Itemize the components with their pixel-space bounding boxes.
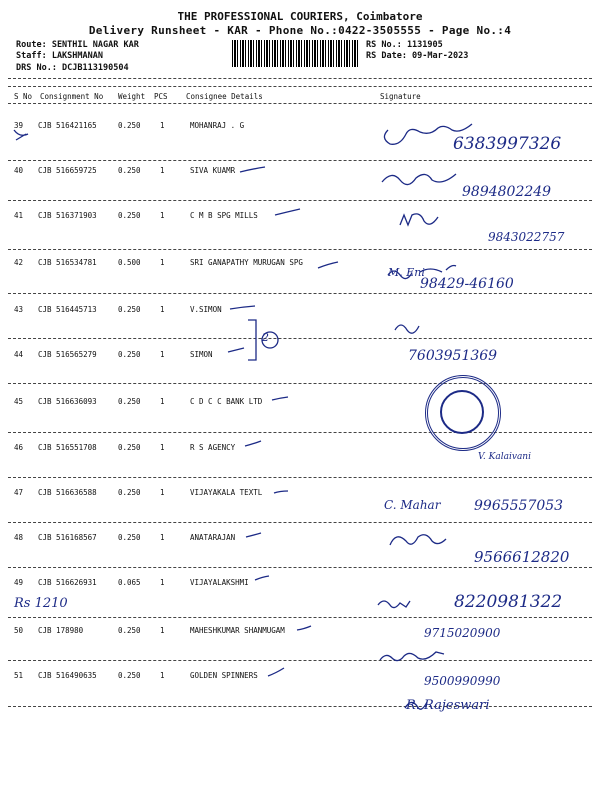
row-details: C M B SPG MILLS (190, 211, 258, 220)
col-pcs-header: PCS (154, 92, 168, 101)
handwritten-phone: 8220981322 (454, 592, 563, 612)
col-consignment-header: Consignment No (40, 92, 104, 101)
row-sno: 51 (14, 671, 24, 680)
row-pcs: 1 (160, 488, 165, 497)
row-sno: 45 (14, 397, 24, 406)
route-label: Route: SENTHIL NAGAR KAR (16, 40, 139, 50)
row-consignment: CJB 516626931 (38, 578, 97, 587)
row-sno: 46 (14, 443, 24, 452)
row-pcs: 1 (160, 350, 165, 359)
handwritten-phone: 9843022757 (488, 230, 565, 244)
row-consignment: CJB 516659725 (38, 166, 97, 175)
row-details: SRI GANAPATHY MURUGAN SPG (190, 258, 303, 267)
row-sno: 49 (14, 578, 24, 587)
row-pcs: 1 (160, 166, 165, 175)
row-consignment: CJB 516445713 (38, 305, 97, 314)
row-consignment: CJB 516421165 (38, 121, 97, 130)
row-weight: 0.500 (118, 258, 141, 267)
handwritten-name: M. Eni (388, 266, 425, 279)
company-title: THE PROFESSIONAL COURIERS, Coimbatore (177, 10, 423, 23)
company-seal (425, 375, 501, 451)
handwritten-phone: 9500990990 (424, 674, 501, 688)
row-pcs: 1 (160, 121, 165, 130)
row-sno: 47 (14, 488, 24, 497)
row-consignment: CJB 516551708 (38, 443, 97, 452)
row-weight: 0.250 (118, 166, 141, 175)
row-sno: 40 (14, 166, 24, 175)
row-weight: 0.250 (118, 671, 141, 680)
handwritten-phone: 9894802249 (462, 184, 552, 200)
handwritten-name: V. Kalaivani (478, 452, 531, 462)
row-pcs: 1 (160, 671, 165, 680)
row-consignment: CJB 516168567 (38, 533, 97, 542)
col-details-header: Consignee Details (186, 92, 263, 101)
row-weight: 0.250 (118, 533, 141, 542)
row-consignment: CJB 516371903 (38, 211, 97, 220)
handwritten-phone: 7603951369 (408, 348, 498, 364)
handwritten-phone: 9715020900 (424, 626, 501, 640)
handwritten-name: R. Rajeswari (406, 698, 490, 713)
row-details: ANATARAJAN (190, 533, 236, 542)
staff-label: Staff: LAKSHMANAN (16, 51, 103, 61)
handwritten-phone: 6383997326 (453, 134, 562, 154)
handwritten-phone: 98429-46160 (420, 276, 514, 292)
row-pcs: 1 (160, 533, 165, 542)
row-sno: 41 (14, 211, 24, 220)
handwritten-phone: 9566612820 (474, 548, 570, 566)
row-details: SIVA KUAMR (190, 166, 236, 175)
runsheet-title: Delivery Runsheet - KAR - Phone No.:0422-3505555 - Page No.:4 (88, 24, 512, 37)
row-details: R S AGENCY (190, 443, 236, 452)
row-sno: 43 (14, 305, 24, 314)
row-pcs: 1 (160, 211, 165, 220)
row-details: MOHANRAJ . G (190, 121, 245, 130)
drs-label: DRS No.: DCJB113190504 (16, 63, 129, 73)
row-weight: 0.250 (118, 121, 141, 130)
rs-date-label: RS Date: 09-Mar-2023 (366, 51, 469, 61)
row-details: VIJAYAKALA TEXTL (190, 488, 263, 497)
handwritten-name: C. Mahar (384, 498, 441, 512)
row-weight: 0.250 (118, 626, 141, 635)
handwritten-note: Rs 1210 (14, 596, 68, 611)
row-weight: 0.065 (118, 578, 141, 587)
rs-no-label: RS No.: 1131905 (366, 40, 443, 50)
row-weight: 0.250 (118, 443, 141, 452)
row-consignment: CJB 516636093 (38, 397, 97, 406)
row-weight: 0.250 (118, 350, 141, 359)
row-details: VIJAYALAKSHMI (190, 578, 249, 587)
row-consignment: CJB 178980 (38, 626, 84, 635)
row-weight: 0.250 (118, 305, 141, 314)
col-signature-header: Signature (380, 92, 421, 101)
row-sno: 50 (14, 626, 24, 635)
row-consignment: CJB 516534781 (38, 258, 97, 267)
row-sno: 39 (14, 121, 24, 130)
row-details: SIMON (190, 350, 213, 359)
row-sno: 44 (14, 350, 24, 359)
handwritten-note: 2 (262, 331, 269, 344)
row-weight: 0.250 (118, 397, 141, 406)
row-weight: 0.250 (118, 211, 141, 220)
row-details: GOLDEN SPINNERS (190, 671, 258, 680)
row-details: MAHESHKUMAR SHANMUGAM (190, 626, 285, 635)
row-pcs: 1 (160, 443, 165, 452)
row-details: V.SIMON (190, 305, 222, 314)
row-consignment: CJB 516636588 (38, 488, 97, 497)
row-pcs: 1 (160, 305, 165, 314)
row-pcs: 1 (160, 258, 165, 267)
row-details: C D C C BANK LTD (190, 397, 263, 406)
row-consignment: CJB 516490635 (38, 671, 97, 680)
row-pcs: 1 (160, 578, 165, 587)
row-consignment: CJB 516565279 (38, 350, 97, 359)
row-pcs: 1 (160, 626, 165, 635)
row-weight: 0.250 (118, 488, 141, 497)
col-sno-header: S No (14, 92, 33, 101)
row-sno: 42 (14, 258, 24, 267)
row-sno: 48 (14, 533, 24, 542)
row-pcs: 1 (160, 397, 165, 406)
col-weight-header: Weight (118, 92, 146, 101)
handwritten-phone: 9965557053 (474, 498, 564, 514)
